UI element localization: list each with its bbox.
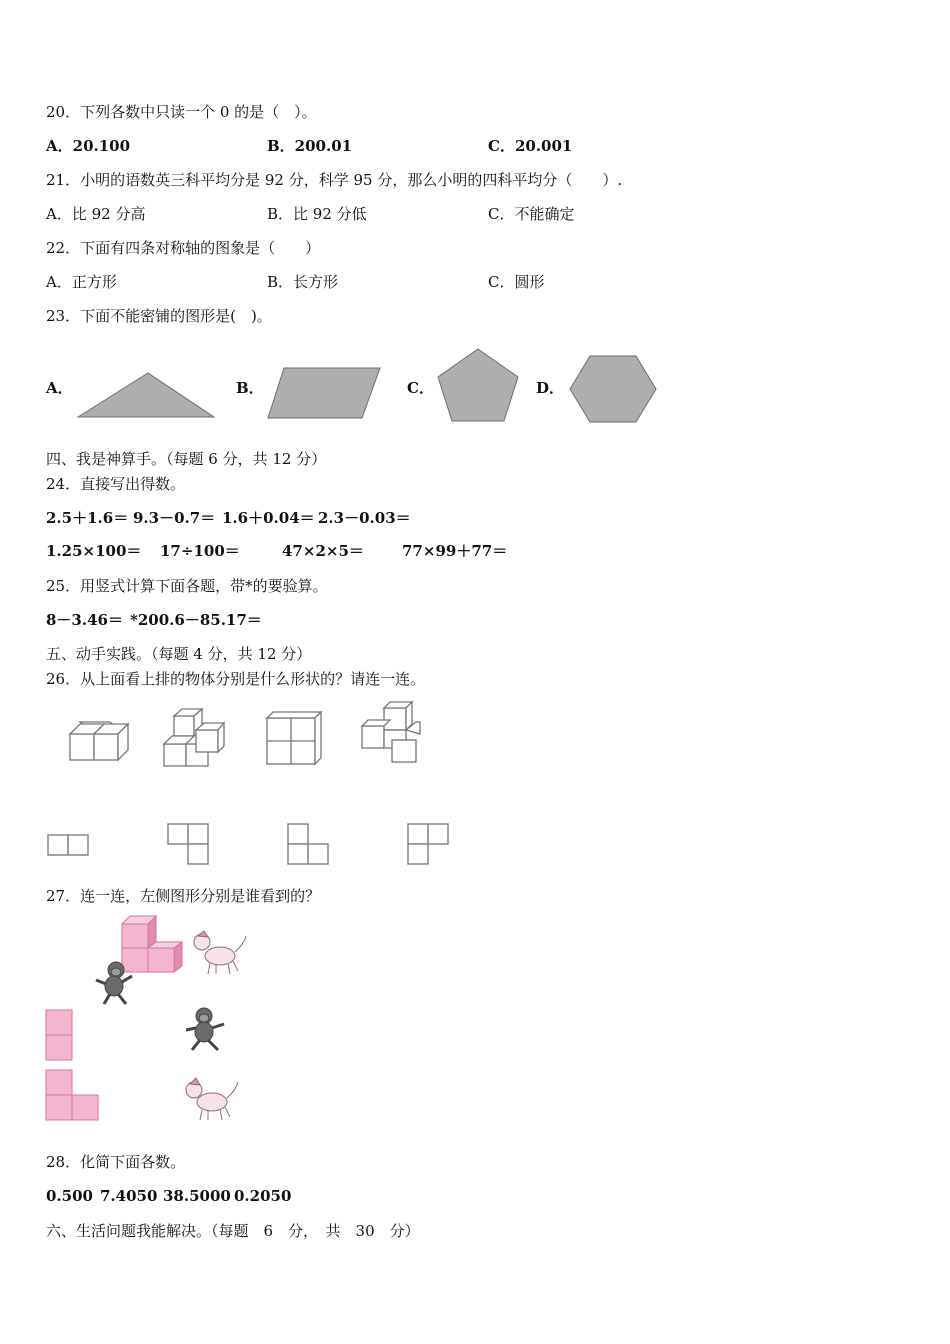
q24-item: 47×2×5＝ xyxy=(282,542,364,560)
q24-text: 24．直接写出得数。 xyxy=(46,475,186,493)
q20-option-a[interactable]: A．20.100 xyxy=(46,137,131,155)
dog-icon[interactable] xyxy=(186,928,250,976)
q26-cubes-figure-3[interactable] xyxy=(264,710,322,766)
q23-label-b[interactable]: B． xyxy=(236,379,264,397)
q23-pentagon-shape xyxy=(436,347,520,423)
q27-view-two-stack[interactable] xyxy=(44,1006,76,1062)
q24-item: 2.5＋1.6＝ xyxy=(46,509,129,527)
q28-number: 0.2050 xyxy=(234,1187,292,1205)
q22-option-c[interactable]: C．圆形 xyxy=(488,273,545,291)
q27-text: 27．连一连，左侧图形分别是谁看到的？ xyxy=(46,887,321,905)
section-4-title: 四、我是神算手。（每题 6 分，共 12 分） xyxy=(46,450,327,468)
q23-label-c[interactable]: C． xyxy=(407,379,434,397)
q28-number: 38.5000 xyxy=(163,1187,231,1205)
section-5-title: 五、动手实践。（每题 4 分，共 12 分） xyxy=(46,645,312,663)
q26-cubes-figure-2[interactable] xyxy=(160,706,226,768)
q24-item: 9.3－0.7＝ xyxy=(133,509,216,527)
q26-top-view-3[interactable] xyxy=(284,820,334,870)
q28-text: 28．化简下面各数。 xyxy=(46,1153,186,1171)
q22-option-b[interactable]: B．长方形 xyxy=(267,273,339,291)
monkey-icon[interactable] xyxy=(92,958,138,1006)
q23-label-a[interactable]: A． xyxy=(46,379,73,397)
q23-text: 23．下面不能密铺的图形是( )。 xyxy=(46,307,272,325)
q24-item: 1.25×100＝ xyxy=(46,542,142,560)
q23-label-d[interactable]: D． xyxy=(536,379,565,397)
q24-item: 17÷100＝ xyxy=(160,542,240,560)
q28-number: 7.4050 xyxy=(100,1187,158,1205)
q22-option-a[interactable]: A．正方形 xyxy=(46,273,117,291)
q26-top-view-1[interactable] xyxy=(46,832,94,860)
q20-option-c[interactable]: C．20.001 xyxy=(488,137,573,155)
q21-option-a[interactable]: A．比 92 分高 xyxy=(46,205,146,223)
q26-top-view-4[interactable] xyxy=(404,820,454,870)
q26-text: 26．从上面看上排的物体分别是什么形状的？请连一连。 xyxy=(46,670,426,688)
q22-text: 22．下面有四条对称轴的图象是（ ） xyxy=(46,239,321,257)
q25-item: 8－3.46＝ xyxy=(46,611,123,629)
q20-text: 20．下列各数中只读一个 0 的是（ ）。 xyxy=(46,103,317,121)
q25-text: 25．用竖式计算下面各题，带*的要验算。 xyxy=(46,577,328,595)
q27-view-l-shape[interactable] xyxy=(44,1066,102,1124)
dog-icon[interactable] xyxy=(178,1074,242,1122)
q24-item: 77×99＋77＝ xyxy=(402,542,508,560)
q23-triangle-shape xyxy=(76,370,216,420)
section-6-title: 六、生活问题我能解决。（每题 6 分， 共 30 分） xyxy=(46,1222,420,1240)
q21-option-b[interactable]: B．比 92 分低 xyxy=(267,205,367,223)
q24-item: 1.6＋0.04＝ xyxy=(222,509,315,527)
q21-option-c[interactable]: C．不能确定 xyxy=(488,205,575,223)
q26-top-view-2[interactable] xyxy=(164,820,214,870)
monkey-icon[interactable] xyxy=(182,1004,228,1052)
q23-hexagon-shape xyxy=(568,354,658,424)
q26-cubes-figure-4[interactable] xyxy=(358,700,424,766)
q28-number: 0.500 xyxy=(46,1187,93,1205)
q23-parallelogram-shape xyxy=(266,366,382,420)
q24-item: 2.3－0.03＝ xyxy=(318,509,411,527)
q21-text: 21．小明的语数英三科平均分是 92 分，科学 95 分，那么小明的四科平均分（ ）. xyxy=(46,171,623,189)
q25-item: *200.6－85.17＝ xyxy=(130,611,262,629)
q20-option-b[interactable]: B．200.01 xyxy=(267,137,353,155)
q26-cubes-figure-1[interactable] xyxy=(66,718,126,766)
